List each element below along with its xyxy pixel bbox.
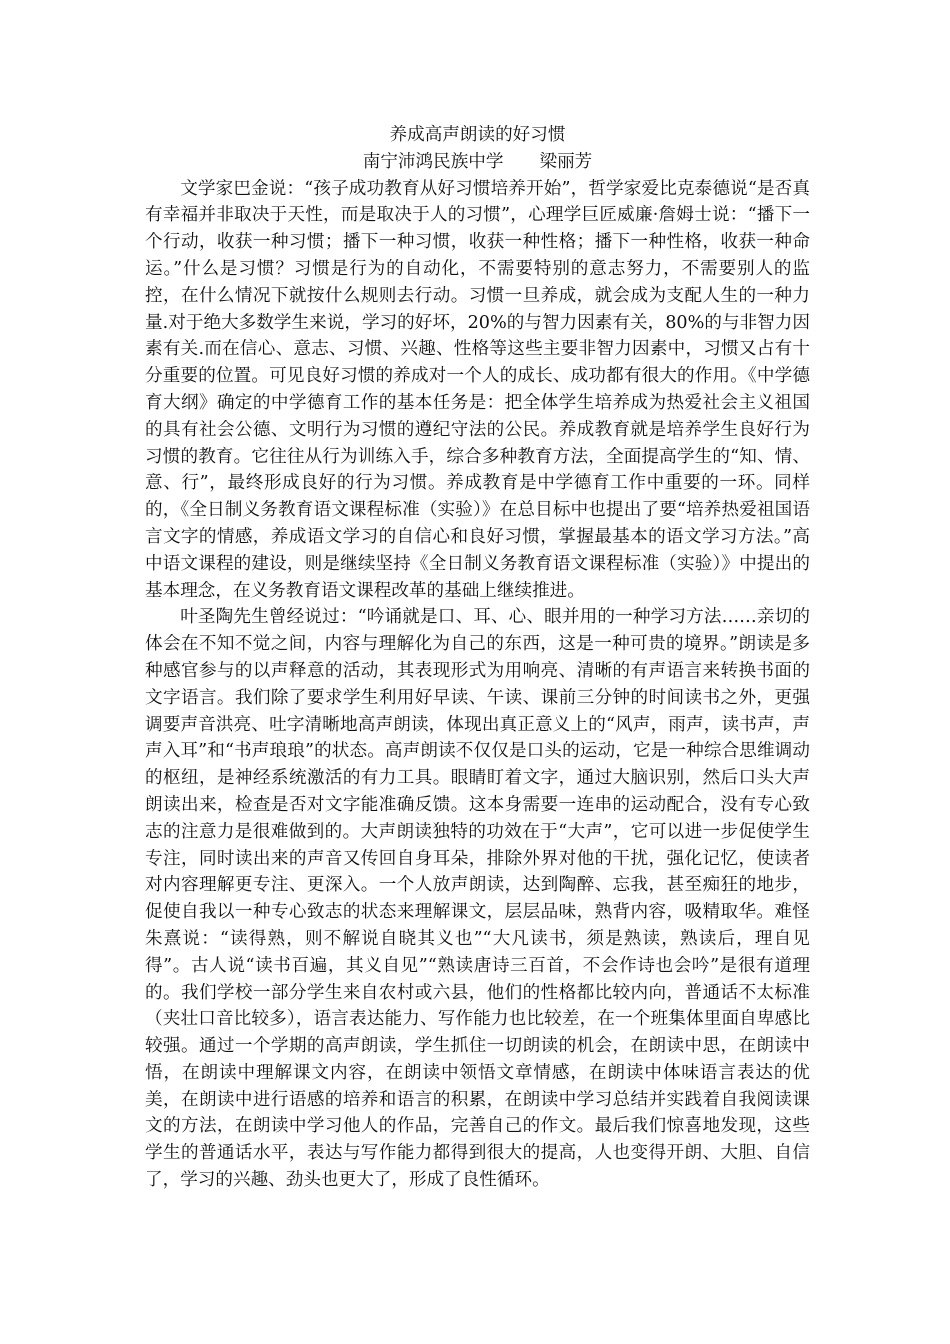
article-body (145, 122, 810, 1194)
author-name: 梁丽芳 (539, 151, 593, 172)
paragraph-1: 文学家巴金说：“孩子成功教育从好习惯培养开始”，哲学家爱比克泰德说“是否真有幸福并非取决于天性，而是取决于人的习惯”，心理学巨匠威廉·詹姆士说：“播下一个行动，收获一种习惯；播下一种习惯，收获一种性格；播下一种性格，收获一种命运。”什么是习惯？习惯是行为的自动化，不需要特别的意志努力，不需要别人的监控，在什么情况下就按什么规则去行动。习惯一旦养成，就会成为支配人生的一种力量.对于绝大多数学生来说，学习的好坏，20%的与智力因素有关，80%的与非智力因素有关.而在信心、意志、习惯、兴趣、性格等这些主要非智力因素中，习惯又占有十分重要的位置。可见良好习惯的养成对一个人的成长、成功都有很大的作用。《中学德育大纲》确定的中学德育工作的基本任务是：把全体学生培养成为热爱社会主义祖国的具有社会公德、文明行为习惯的遵纪守法的公民。养成教育就是培养学生良好行为习惯的教育。它往往从行为训练入手，综合多种教育方法，全面提高学生的“知、情、意、行”，最终形成良好的行为习惯。养成教育是中学德育工作中重要的一环。同样的，《全日制义务教育语文课程标准（实验）》在总目标中也提出了要“培养热爱祖国语言文字的情感，养成语文学习的自信心和良好习惯，掌握最基本的语文学习方法。”高中语文课程的建设，则是继续坚持《全日制义务教育语文课程标准（实验）》中提出的基本理念，在义务教育语文课程改革的基础上继续推进。 (145, 178, 810, 601)
byline (145, 149, 810, 176)
article-title: 养成高声朗读的好习惯 (389, 125, 566, 145)
school-name: 南宁沛鸿民族中学 (362, 151, 504, 172)
paragraph-2: 叶圣陶先生曾经说过：“吟诵就是口、耳、心、眼并用的一种学习方法……亲切的体会在不知不觉之间，内容与理解化为自己的东西，这是一种可贵的境界。”朗读是多种感官参与的以声释意的活动，其表现形式为用响亮、清晰的有声语言来转换书面的文字语言。我们除了要求学生利用好早读、午读、课前三分钟的时间读书之外，更强调要声音洪亮、吐字清晰地高声朗读，体现出真正意义上的“风声，雨声，读书声，声声入耳”和“书声琅琅”的状态。高声朗读不仅仅是口头的运动，它是一种综合思维调动的枢纽，是神经系统激活的有力工具。眼睛盯着文字，通过大脑识别，然后口头大声朗读出来，检查是否对文字能准确反馈。这本身需要一连串的运动配合，没有专心致志的注意力是很难做到的。大声朗读独特的功效在于“大声”，它可以进一步促使学生专注，同时读出来的声音又传回自身耳朵，排除外界对他的干扰，强化记忆，使读者对内容理解更专注、更深入。一个人放声朗读，达到陶醉、忘我，甚至痴狂的地步，促使自我以一种专心致志的状态来理解课文，层层品味，熟背内容，吸精取华。难怪朱熹说：“读得熟，则不解说自晓其义也”“大凡读书，须是熟读，熟读后，理自见得”。古人说“读书百遍，其义自见”“熟读唐诗三百首，不会作诗也会吟”是很有道理的。我们学校一部分学生来自农村或六县，他们的性格都比较内向，普通话不太标准（夹壮口音比较多），语言表达能力、写作能力也比较差，在一个班集体里面自卑感比较强。通过一个学期的高声朗读，学生抓住一切朗读的机会，在朗读中思，在朗读中悟，在朗读中理解课文内容，在朗读中领悟文章情感，在朗读中体味语言表达的优美，在朗读中进行语感的培养和语言的积累，在朗读中学习总结并实践着自我阅读课文的方法，在朗读中学习他人的作品，完善自己的作文。最后我们惊喜地发现，这些学生的普通话水平，表达与写作能力都得到很大的提高，人也变得开朗、大胆、自信了，学习的兴趣、劲头也更大了，形成了良性循环。 (145, 607, 810, 1191)
